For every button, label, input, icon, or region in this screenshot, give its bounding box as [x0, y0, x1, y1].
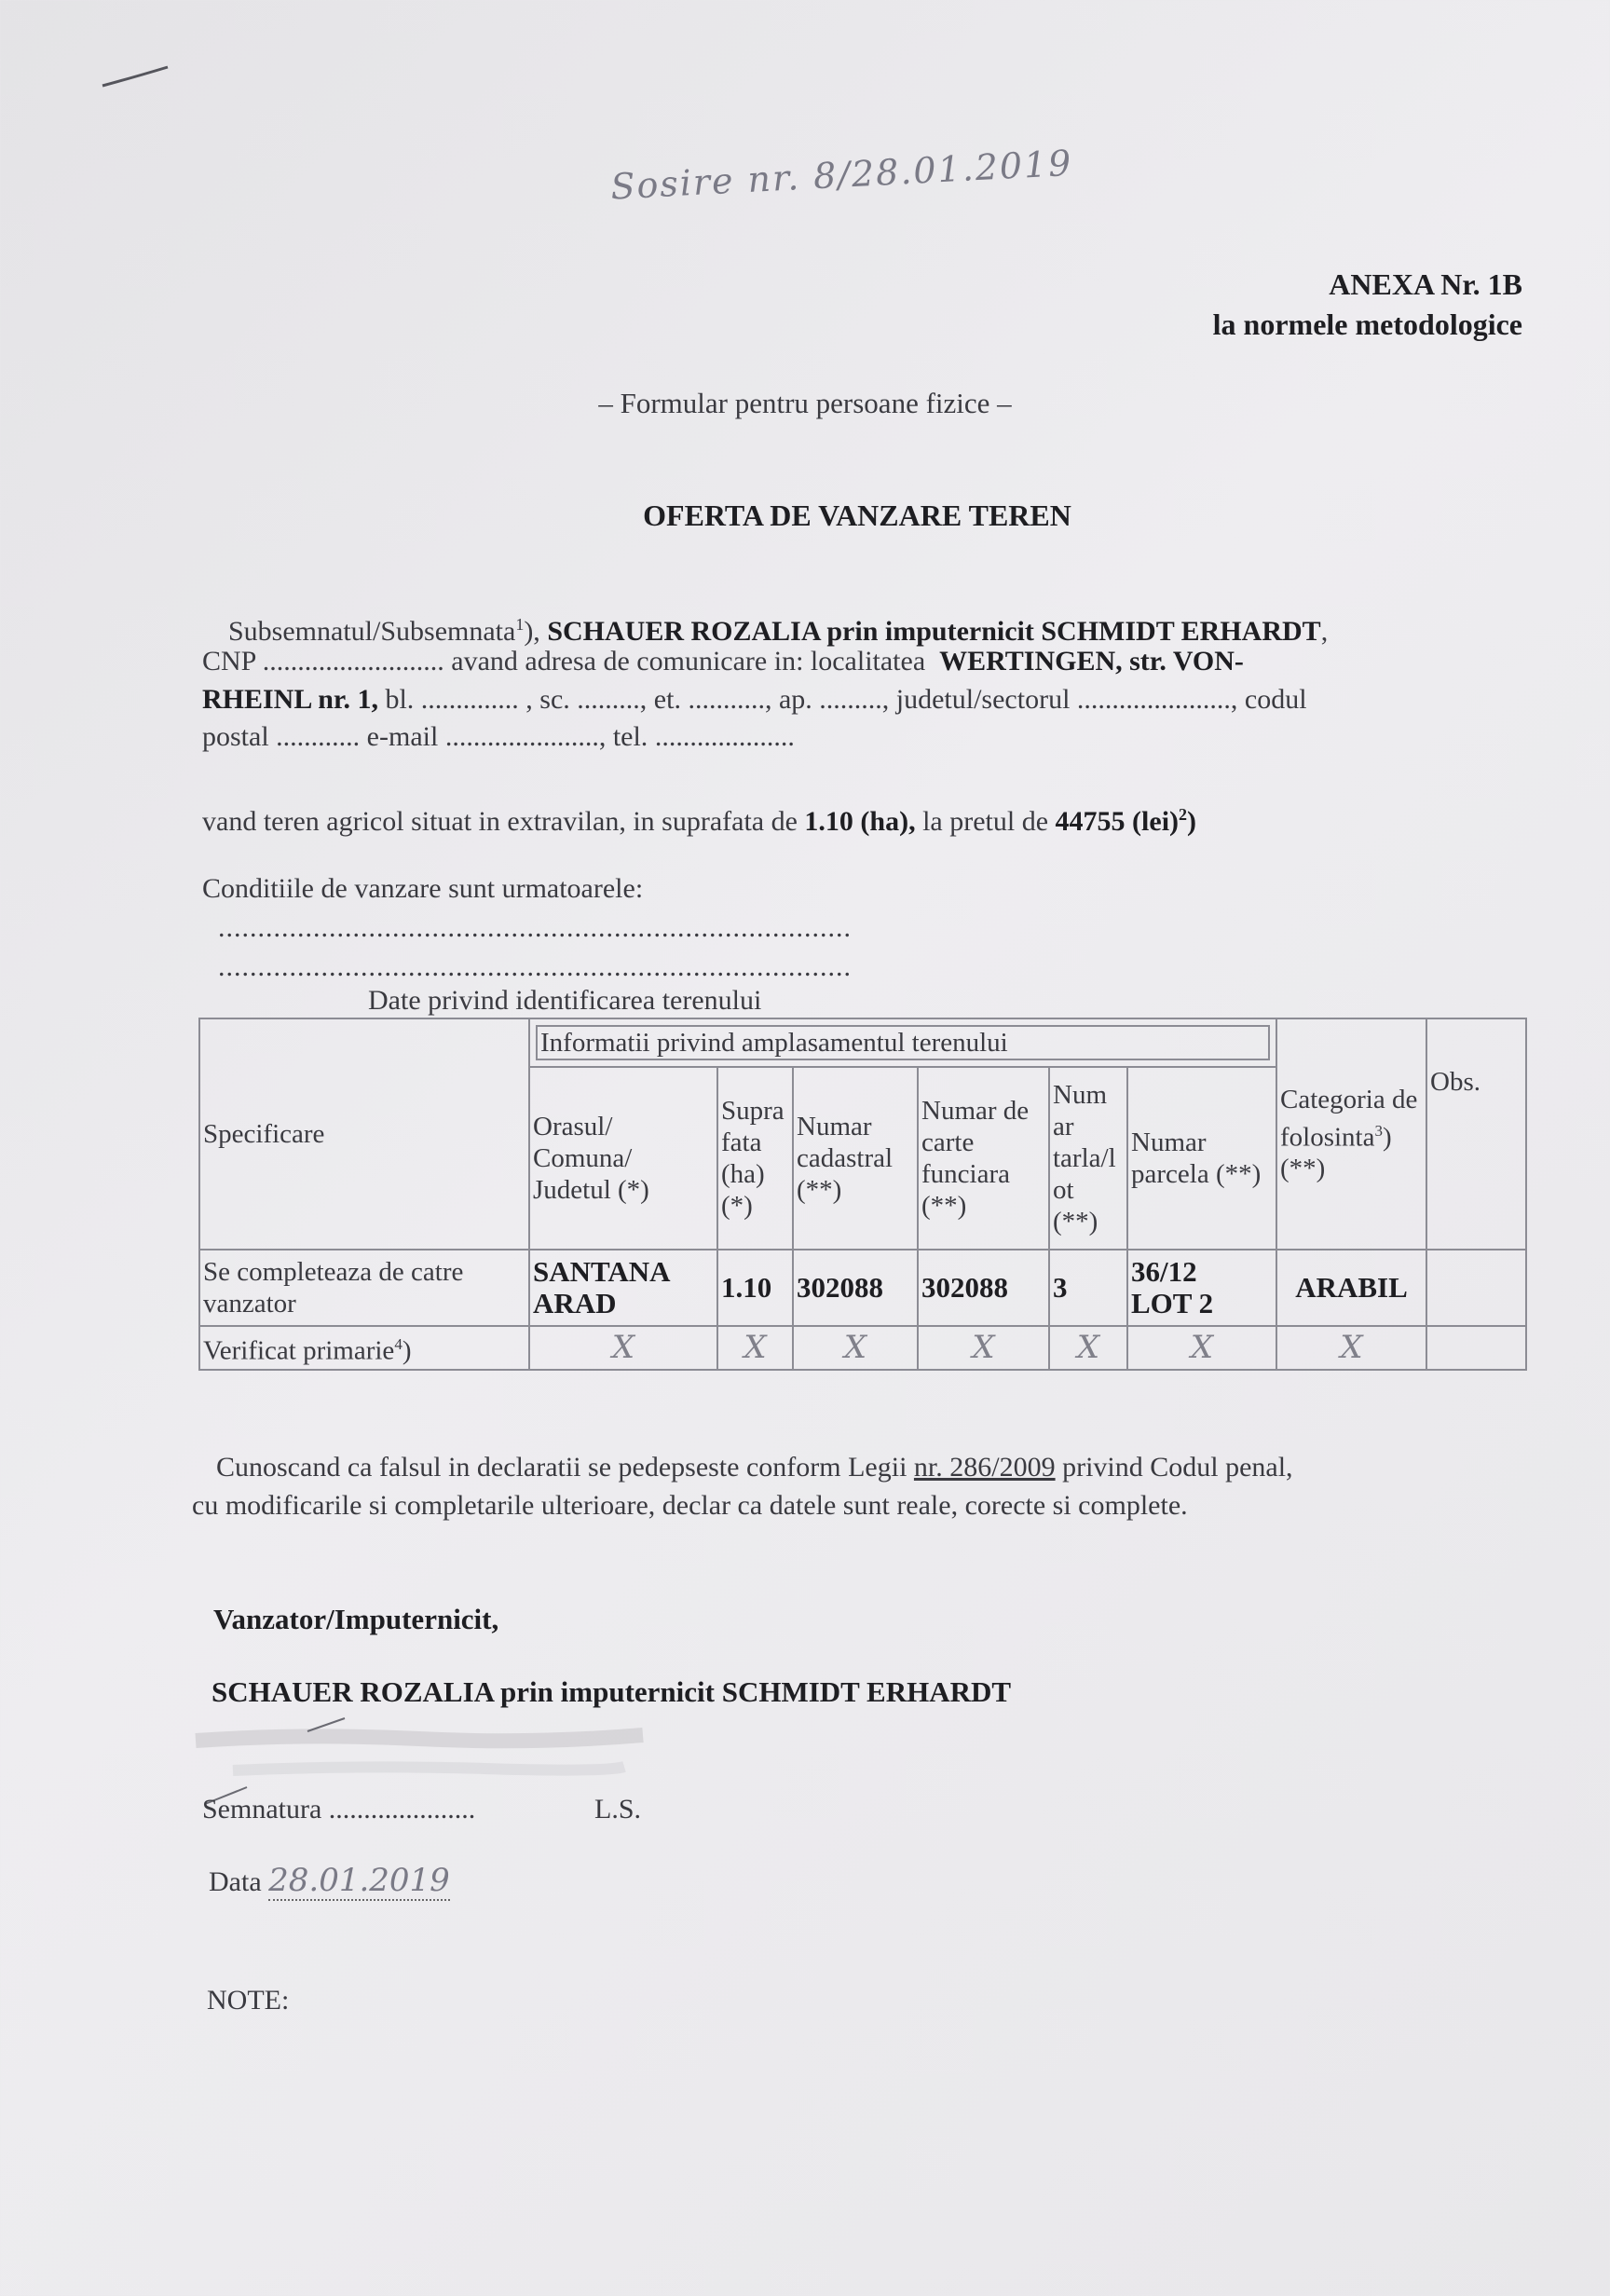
bl-label: bl. [385, 684, 415, 715]
header-specificare: Specificare [199, 1018, 529, 1250]
row1-parcela-line2: LOT 2 [1131, 1287, 1214, 1319]
table-row [199, 1250, 1526, 1326]
locality-line-1: WERTINGEN, str. VON- [939, 646, 1244, 676]
row1-carte: 302088 [918, 1250, 1049, 1326]
pen-stroke-mark [93, 58, 177, 95]
intro-line-1: Subsemnatul/Subsemnata$^1$), SCHAUER ROZALIA prin imputernicit SCHMIDT ERHARDT, [228, 615, 1329, 647]
row1-obs [1426, 1250, 1526, 1326]
check-mark: X [529, 1326, 717, 1370]
sale-area: 1.10 (ha), [804, 806, 916, 837]
annex-number: ANEXA Nr. 1B [1329, 267, 1522, 301]
intro-line-4: postal ............ e-mail ......................, tel. .................... [202, 721, 795, 752]
check-mark: X [918, 1326, 1049, 1370]
law-reference: nr. 286/2009 [913, 1452, 1056, 1483]
row2-obs [1426, 1326, 1526, 1370]
date-label: Data [209, 1866, 262, 1897]
conditions-label: Conditiile de vanzare sunt urmatoarele: [202, 873, 644, 904]
row1-parcela [1127, 1250, 1276, 1326]
table-caption: Date privind identificarea terenului [368, 985, 762, 1016]
signer-role: Vanzator/Imputernicit, [213, 1603, 499, 1635]
row1-tarla: 3 [1049, 1250, 1127, 1326]
intro-line-2: CNP .......................... avand adresa de comunicare in: localitatea WERTINGEN, str. VON- [202, 646, 1244, 676]
check-mark: X [1049, 1326, 1127, 1370]
header-parcela: Numar parcela (**) [1127, 1067, 1276, 1250]
declaration-text-a: Cunoscand ca falsul in declaratii se pedepseste conform Legii [216, 1452, 907, 1483]
row1-label: Se completeaza de catre vanzator [199, 1250, 529, 1326]
sale-price: 44755 (lei) [1055, 806, 1180, 837]
cnp-label: CNP [202, 646, 256, 676]
categoria-tail: ) (**) [1280, 1122, 1392, 1184]
ap-label: ap. [778, 684, 812, 715]
declaration-text-b: privind Codul penal, [1062, 1452, 1293, 1483]
tel-label: tel. [612, 721, 648, 752]
footnote-1: 1 [515, 615, 525, 634]
signer-name: SCHAUER ROZALIA prin imputernicit SCHMIDT ERHARDT [211, 1675, 1012, 1708]
row2-label: Verificat primarie$^4$) [199, 1326, 529, 1370]
row1-categoria: ARABIL [1276, 1250, 1426, 1326]
locality-line-2: RHEINL nr. 1, [202, 684, 378, 715]
header-suprafata: Supra fata (ha) (*) [717, 1067, 793, 1250]
header-obs: Obs. [1426, 1018, 1526, 1250]
conditions-dots-2: ................................................................................ [218, 951, 852, 982]
land-identification-table [198, 1018, 1527, 1371]
seller-name: SCHAUER ROZALIA prin imputernicit SCHMIDT ERHARDT [547, 616, 1321, 647]
group-header-label: Informatii privind amplasamentul terenului [536, 1025, 1270, 1060]
page-title: OFERTA DE VANZARE TEREN [643, 499, 1071, 532]
footnote-3: 3 [1374, 1121, 1383, 1140]
sale-line: vand teren agricol situat in extravilan, in suprafata de 1.10 (ha), la pretul de 44755 (lei)$^2$) [202, 805, 1197, 837]
check-mark: X [717, 1326, 793, 1370]
header-categoria [1276, 1018, 1426, 1250]
subject-label: Subsemnatul/Subsemnata [228, 616, 516, 647]
sale-text: vand teren agricol situat in extravilan, in suprafata de [202, 806, 798, 837]
intro-line-3: RHEINL nr. 1, bl. .............. , sc. ........., et. ..........., ap. ........., judetul/sectorul ......................, codul [202, 684, 1307, 715]
footnote-2: 2 [1179, 805, 1188, 824]
row1-suprafata: 1.10 [717, 1250, 793, 1326]
annex-subtitle: la normele metodologice [1212, 308, 1522, 341]
declaration-line-2: cu modificarile si completarile ulterioare, declar ca datele sunt reale, corecte si complete. [192, 1490, 1188, 1521]
et-label: et. [653, 684, 681, 715]
ls-label: L.S. [594, 1794, 642, 1824]
declaration-line-1 [216, 1449, 1521, 1486]
header-tarla: Num ar tarla/l ot (**) [1049, 1067, 1127, 1250]
signature-line: Semnatura ..................... [202, 1794, 476, 1824]
judet-label: judetul/sectorul [895, 684, 1071, 715]
table-row [199, 1326, 1526, 1370]
row2-label-text: Verificat primarie [203, 1335, 395, 1366]
sc-label: sc. [539, 684, 570, 715]
check-mark: X [793, 1326, 918, 1370]
header-group-location [529, 1018, 1276, 1067]
signature-label: Semnatura [202, 1794, 322, 1824]
codul-label: codul [1244, 684, 1307, 715]
conditions-dots-1: ................................................................................ [218, 912, 852, 943]
footnote-4: 4 [394, 1335, 402, 1353]
date-line [209, 1862, 600, 1901]
header-carte: Numar de carte funciara (**) [918, 1067, 1049, 1250]
address-label: avand adresa de comunicare in: localitatea [451, 646, 926, 676]
email-label: e-mail [366, 721, 439, 752]
header-cadastral: Numar cadastral (**) [793, 1067, 918, 1250]
postal-label: postal [202, 721, 269, 752]
row1-parcela-line1: 36/12 [1131, 1255, 1197, 1288]
categoria-label: Categoria de folosinta [1280, 1084, 1418, 1153]
header-orasul: Orasul/ Comuna/ Judetul (*) [529, 1067, 717, 1250]
form-type: – Formular pentru persoane fizice – [598, 387, 1012, 419]
check-mark: X [1127, 1326, 1276, 1370]
price-label: la pretul de [922, 806, 1049, 837]
note-label: NOTE: [207, 1985, 290, 2016]
row1-orasul-line1: SANTANA [533, 1255, 671, 1288]
handwritten-registration: Sosire nr. 8/28.01.2019 [609, 142, 1074, 208]
handwritten-date: 28.01.2019 [268, 1862, 450, 1899]
row1-orasul-line2: ARAD [533, 1287, 617, 1319]
check-mark: X [1276, 1326, 1426, 1370]
row1-orasul [529, 1250, 717, 1326]
row1-cadastral: 302088 [793, 1250, 918, 1326]
